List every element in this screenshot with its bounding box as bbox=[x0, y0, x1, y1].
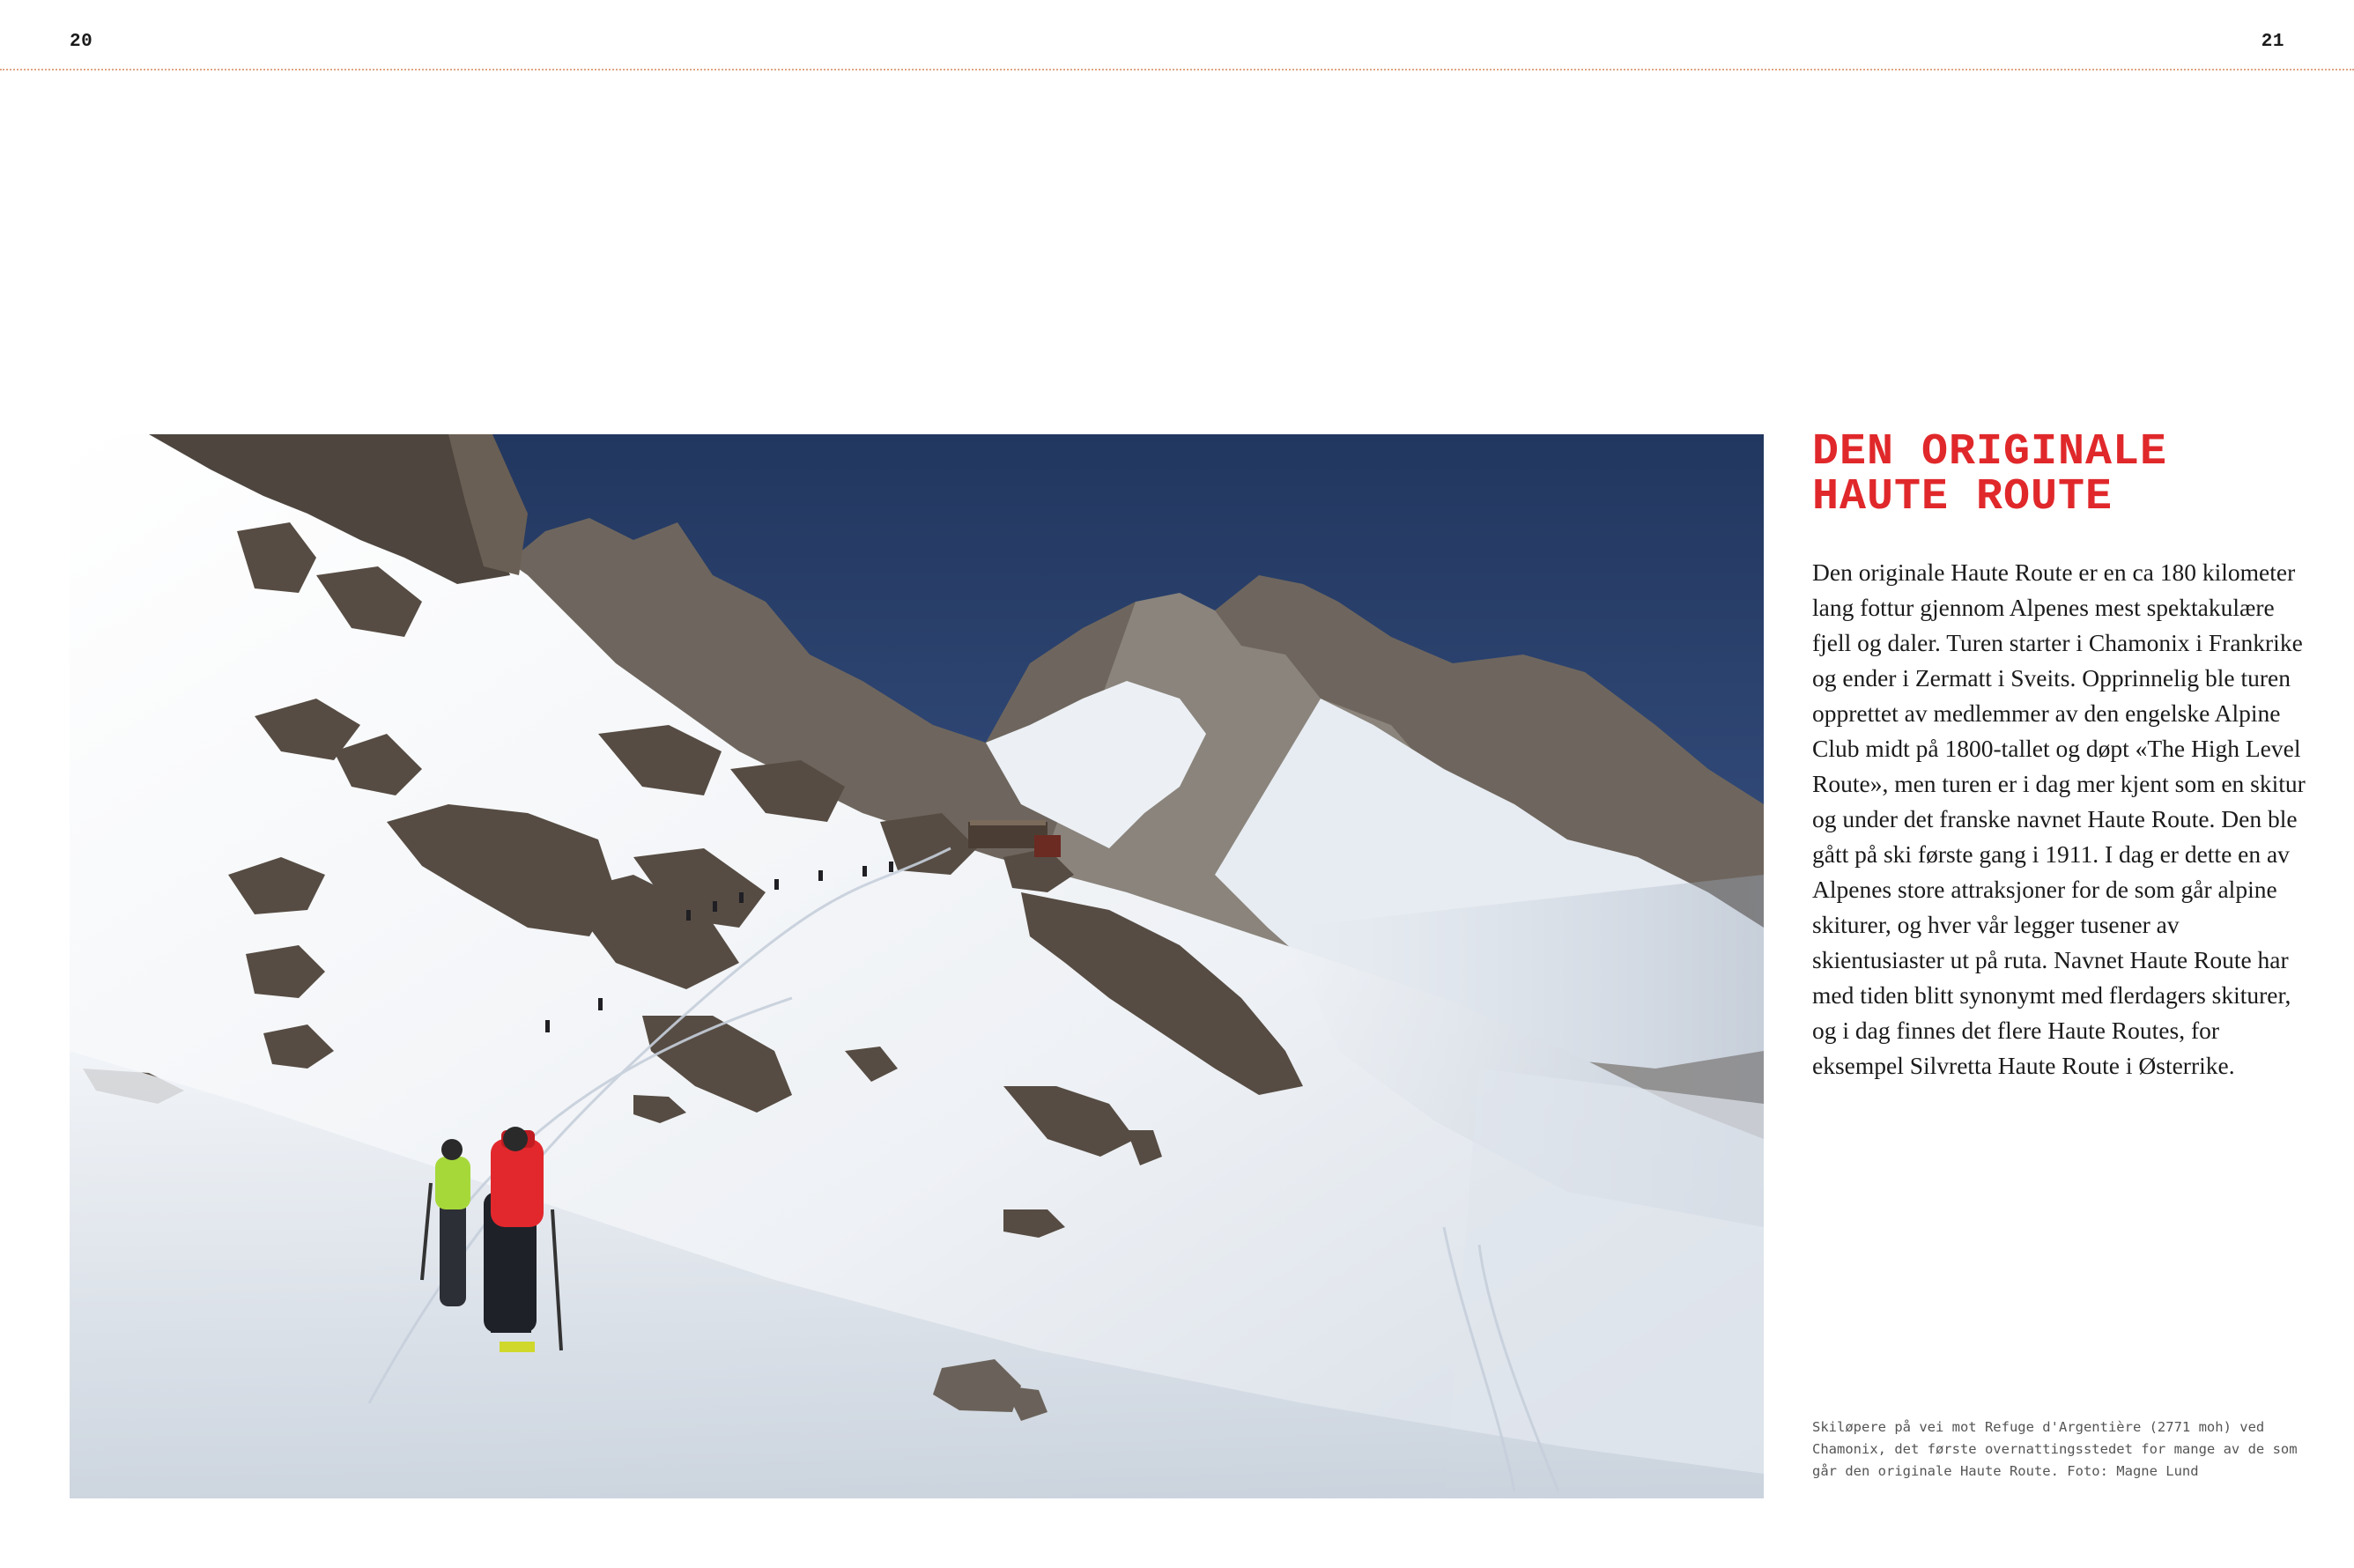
ski-touring-photo-icon bbox=[70, 434, 1764, 1498]
article-heading bbox=[1812, 427, 2306, 522]
heading-line-1: DEN ORIGINALE bbox=[1812, 427, 2168, 477]
article-body: Den originale Haute Route er en ca 180 kilometer lang fottur gjennom Alpenes mest spektakulære fjell og daler. Turen starter i Chamonix i Frankrike og ender i Zermatt i Sveits. Opprinnelig ble turen opprettet av medlemmer av den engelske Alpine Club midt på 1800-tallet og døpt «The High Level Route», men turen er i dag mer kjent som en skitur og under det franske navnet Haute Route. Den ble gått på ski første gang i 1911. I dag er dette en av Alpenes store attraksjoner for de som går alpine skiturer, og hver vår legger tusener av skientusiaster ut på ruta. Navnet Haute Route har med tiden blitt synonymt med flerdagers skiturer, og i dag finnes det flere Haute Routes, for eksempel Silvretta Haute Route i Østerrike. bbox=[1812, 558, 2306, 1079]
page-number-right: 21 bbox=[2261, 32, 2284, 52]
photo-caption: Skiløpere på vei mot Refuge d'Argentière (2771 moh) ved Chamonix, det første overnattingsstedet for mange av de som går den originale Haute Route. Foto: Magne Lund bbox=[1812, 1419, 2298, 1479]
heading-line-2: HAUTE ROUTE bbox=[1812, 472, 2113, 522]
mountain-photo bbox=[70, 434, 1764, 1498]
page-number-left: 20 bbox=[70, 32, 93, 52]
header-dotted-rule bbox=[0, 69, 2354, 70]
